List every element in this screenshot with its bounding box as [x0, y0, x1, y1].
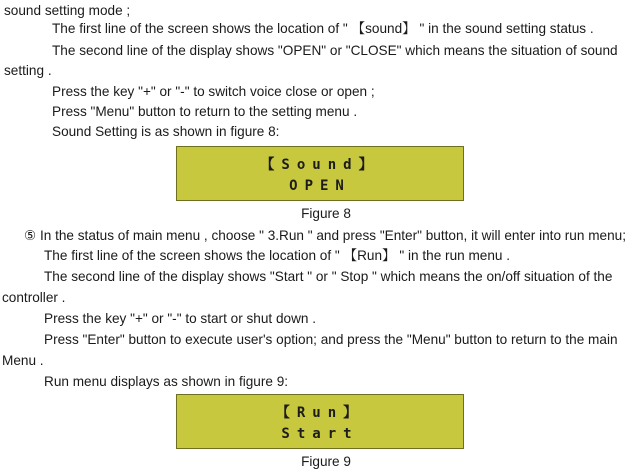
text-line: Menu .: [2, 353, 44, 368]
lcd-display-figure9: [176, 394, 464, 449]
figure-caption: Figure 9: [301, 454, 351, 469]
figure-caption: Figure 8: [301, 206, 351, 221]
lcd-row-status: Start: [281, 426, 359, 442]
text-line: Press "Enter" button to execute user's option; and press the "Menu" button to return to the main: [44, 332, 618, 347]
text-line: The first line of the screen shows the location of " 【sound】 " in the sound setting status .: [52, 21, 594, 36]
text-line: Sound Setting is as shown in figure 8:: [52, 124, 280, 139]
lcd-row-title: 【Run】: [275, 405, 365, 421]
text-line: ⑤ In the status of main menu , choose " 3.Run " and press "Enter" button, it will enter into run menu;: [24, 228, 626, 243]
lcd-row-status: OPEN: [289, 178, 351, 194]
text-line: Press the key "+" or "-" to start or shut down .: [44, 311, 317, 326]
text-line: Run menu displays as shown in figure 9:: [44, 374, 289, 389]
lcd-row-title: 【Sound】: [260, 157, 380, 173]
text-line: controller .: [2, 290, 66, 305]
text-line: The second line of the display shows "Start " or " Stop " which means the on/off situation of the: [44, 269, 613, 284]
text-line: setting .: [4, 63, 52, 78]
text-line: sound setting mode ;: [4, 3, 131, 18]
lcd-display-figure8: [176, 146, 464, 201]
text-line: Press "Menu" button to return to the setting menu .: [52, 104, 358, 119]
text-line: The first line of the screen shows the location of " 【Run】 " in the run menu .: [44, 248, 511, 263]
text-line: The second line of the display shows "OPEN" or "CLOSE" which means the situation of sound: [52, 43, 618, 58]
text-line: Press the key "+" or "-" to switch voice close or open ;: [52, 84, 375, 99]
